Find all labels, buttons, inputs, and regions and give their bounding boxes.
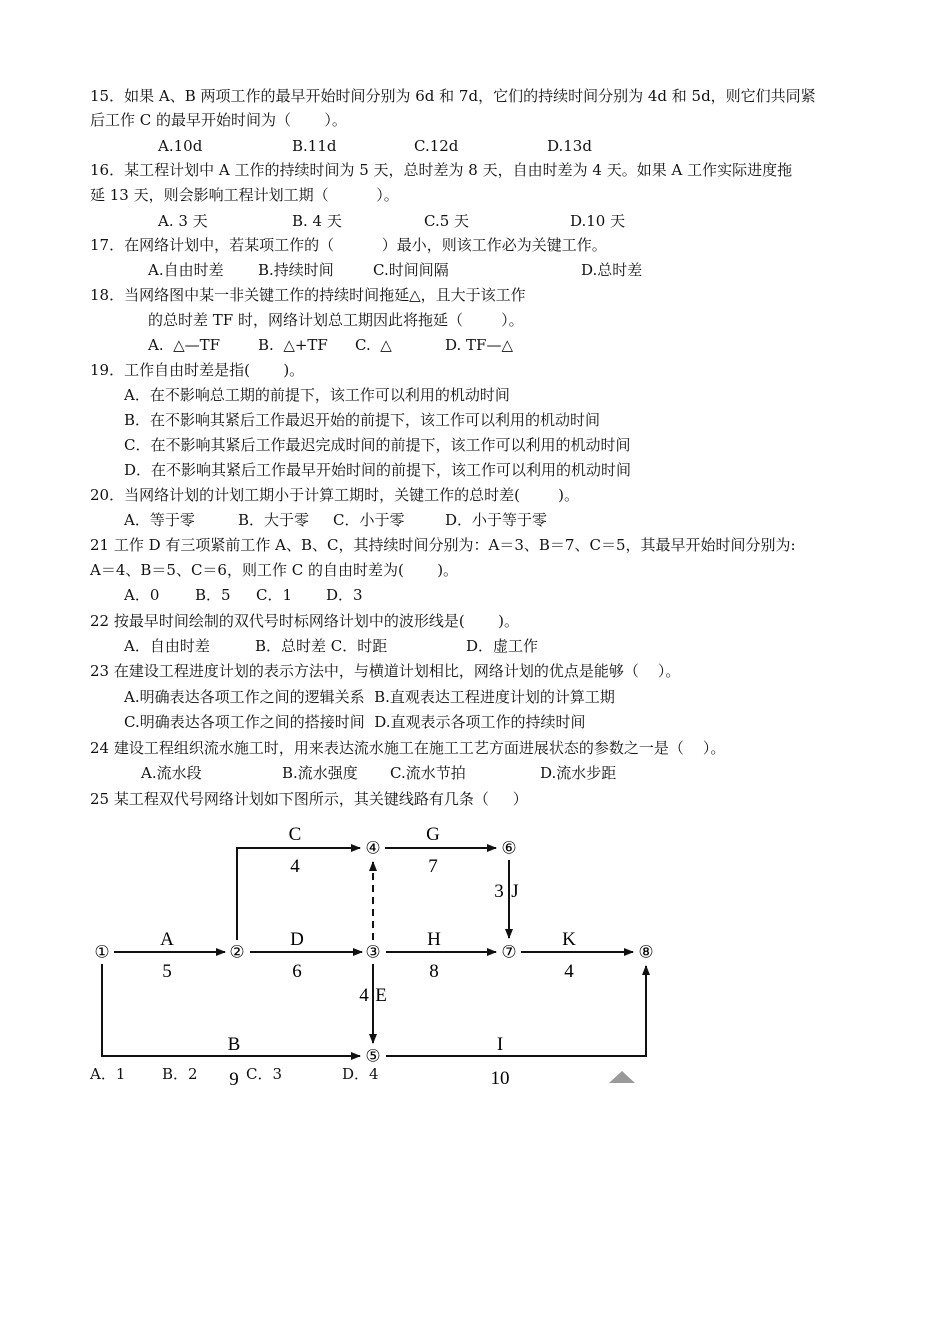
activity-k-name: K: [562, 929, 576, 950]
q22-option-b-c: B．总时差 C．时距: [255, 637, 388, 655]
activity-j-name: J: [511, 881, 519, 902]
q22-stem: 22 按最早时间绘制的双代号时标网络计划中的波形线是( )。: [90, 612, 519, 630]
q23-stem: 23 在建设工程进度计划的表示方法中，与横道计划相比，网络计划的优点是能够（ ）。: [90, 662, 681, 680]
activity-b-name: B: [227, 1034, 241, 1055]
q22-option-a: A．自由时差: [124, 637, 210, 655]
q25-option-d: D．4: [342, 1065, 379, 1083]
q18-option-b: B. △+TF: [258, 336, 328, 354]
activity-k-duration: 4: [564, 961, 574, 982]
q17-option-b: B.持续时间: [258, 261, 334, 279]
activity-b-duration: 9: [229, 1069, 239, 1090]
q17-stem: 17．在网络计划中，若某项工作的（ ）最小，则该工作必为关键工作。: [90, 236, 607, 254]
q17-option-a: A.自由时差: [148, 261, 224, 279]
q21-option-d: D．3: [326, 586, 363, 604]
q17-option-c: C.时间间隔: [373, 261, 449, 279]
q24-option-b: B.流水强度: [282, 764, 358, 782]
q24-option-d: D.流水步距: [540, 764, 617, 782]
activity-g-duration: 7: [428, 856, 438, 877]
q15-stem-line1: 15．如果 A、B 两项工作的最早开始时间分别为 6d 和 7d，它们的持续时间分别为 4d 和 5d，则它们共同紧: [90, 87, 816, 105]
q19-option-c: C．在不影响其紧后工作最迟完成时间的前提下，该工作可以利用的机动时间: [124, 436, 631, 454]
arrow-i: [386, 966, 646, 1056]
node-6: ⑥: [501, 838, 517, 858]
node-4: ④: [365, 838, 381, 858]
q22-option-d: D．虚工作: [466, 637, 539, 655]
node-8: ⑧: [638, 942, 654, 962]
node-7: ⑦: [501, 942, 517, 962]
q25-option-a: A．1: [90, 1065, 126, 1083]
q18-option-d: D. TF—△: [445, 336, 513, 354]
activity-e-name: E: [375, 985, 387, 1006]
node-1: ①: [94, 942, 110, 962]
q16-option-a: A. 3 天: [158, 212, 208, 230]
q20-option-d: D．小于等于零: [445, 511, 548, 529]
q20-stem: 20．当网络计划的计划工期小于计算工期时，关键工作的总时差( )。: [90, 486, 579, 504]
q25-option-c: C．3: [246, 1065, 283, 1083]
q18-option-c: C. △: [355, 336, 392, 354]
q20-option-c: C．小于零: [333, 511, 405, 529]
q18-stem-line2: 的总时差 TF 时，网络计划总工期因此将拖延（ ）。: [148, 311, 524, 329]
triangle-mark: [609, 1071, 635, 1083]
q16-option-c: C.5 天: [424, 212, 470, 230]
q18-option-a: A. △—TF: [148, 336, 221, 354]
q25-stem: 25 某工程双代号网络计划如下图所示，其关键线路有几条（ ）: [90, 790, 528, 808]
q16-option-b: B. 4 天: [292, 212, 342, 230]
q24-stem: 24 建设工程组织流水施工时，用来表达流水施工在施工工艺方面进展状态的参数之一是（ ）。: [90, 739, 726, 757]
q24-option-a: A.流水段: [141, 764, 202, 782]
q21-stem-line2: A＝4、B＝5、C＝6，则工作 C 的自由时差为( )。: [90, 561, 459, 579]
q25-option-b: B．2: [162, 1065, 198, 1083]
activity-a-name: A: [160, 929, 174, 950]
q20-option-a: A．等于零: [124, 511, 195, 529]
activity-c-duration: 4: [290, 856, 300, 877]
q19-option-d: D．在不影响其紧后工作最早开始时间的前提下，该工作可以利用的机动时间: [124, 461, 632, 479]
q15-option-c: C.12d: [414, 137, 459, 155]
q21-option-c: C．1: [256, 586, 293, 604]
q21-option-b: B．5: [195, 586, 231, 604]
q19-stem: 19．工作自由时差是指( )。: [90, 361, 305, 379]
node-5: ⑤: [365, 1046, 381, 1066]
q21-option-a: A．0: [124, 586, 160, 604]
q15-option-b: B.11d: [292, 137, 337, 155]
node-3: ③: [365, 942, 381, 962]
activity-i-name: I: [496, 1034, 504, 1055]
activity-j-duration: 3: [494, 881, 504, 902]
activity-c-name: C: [288, 824, 302, 845]
q19-option-b: B．在不影响其紧后工作最迟开始的前提下，该工作可以利用的机动时间: [124, 411, 601, 429]
q24-option-c: C.流水节拍: [390, 764, 466, 782]
q23-options-cd: C.明确表达各项工作之间的搭接时间 D.直观表示各项工作的持续时间: [124, 713, 586, 731]
q15-stem-line2: 后工作 C 的最早开始时间为（ ）。: [90, 111, 347, 129]
q19-option-a: A．在不影响总工期的前提下，该工作可以利用的机动时间: [124, 386, 510, 404]
q17-option-d: D.总时差: [581, 261, 643, 279]
activity-e-duration: 4: [359, 985, 369, 1006]
activity-a-duration: 5: [162, 961, 172, 982]
q15-option-d: D.13d: [547, 137, 592, 155]
q21-stem-line1: 21 工作 D 有三项紧前工作 A、B、C，其持续时间分别为：A＝3、B＝7、C＝5，其最早开始时间分别为:: [90, 536, 796, 554]
q16-option-d: D.10 天: [570, 212, 626, 230]
q15-option-a: A.10d: [158, 137, 203, 155]
node-2: ②: [229, 942, 245, 962]
activity-h-name: H: [427, 929, 441, 950]
activity-g-name: G: [426, 824, 440, 845]
activity-d-name: D: [290, 929, 304, 950]
q16-stem-line2: 延 13 天，则会影响工程计划工期（ ）。: [90, 186, 399, 204]
activity-d-duration: 6: [292, 961, 302, 982]
q18-stem-line1: 18．当网络图中某一非关键工作的持续时间拖延△，且大于该工作: [90, 286, 526, 304]
q16-stem-line1: 16．某工程计划中 A 工作的持续时间为 5 天，总时差为 8 天，自由时差为 4 天。如果 A 工作实际进度拖: [90, 161, 793, 179]
activity-h-duration: 8: [429, 961, 439, 982]
q20-option-b: B．大于零: [238, 511, 310, 529]
q23-options-ab: A.明确表达各项工作之间的逻辑关系 B.直观表达工程进度计划的计算工期: [124, 688, 615, 706]
activity-i-duration: 10: [490, 1068, 510, 1089]
